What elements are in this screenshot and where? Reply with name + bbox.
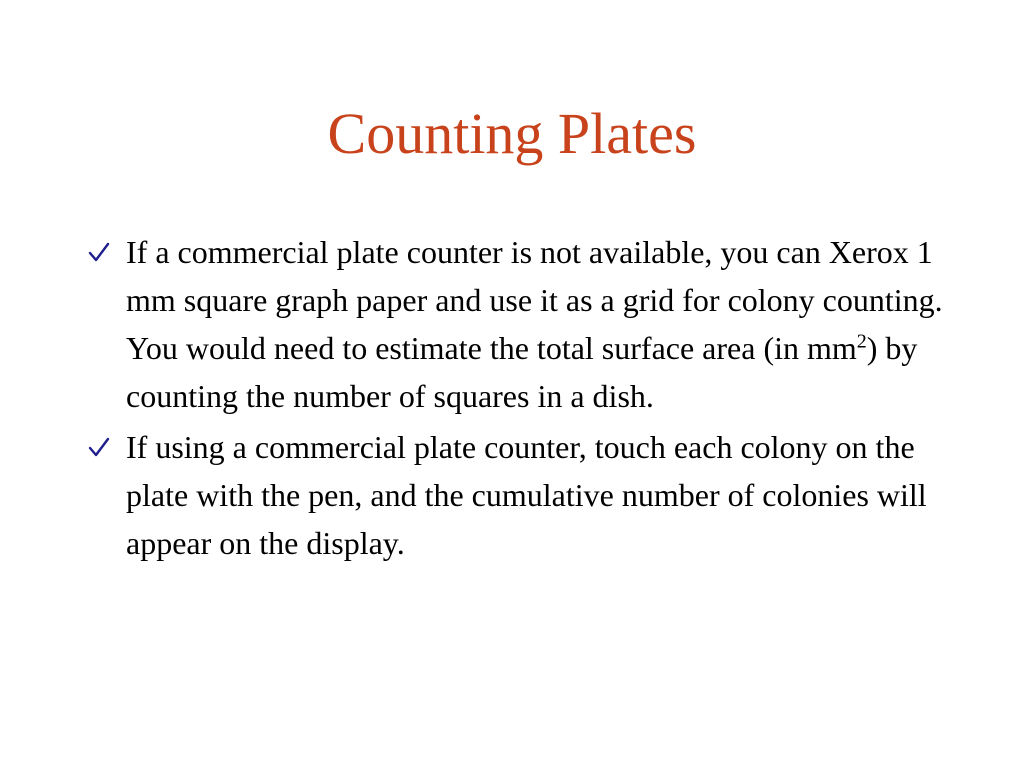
slide-title: Counting Plates: [327, 101, 697, 166]
check-icon: [88, 423, 120, 471]
bullet-text-part: If a commercial plate counter is not available, you can Xerox 1 mm square graph paper and use it as a grid for colony counting. You would need to estimate the total surface area (in mm: [126, 234, 943, 366]
bullet-list: [88, 228, 948, 570]
bullet-text: If using a commercial plate counter, touch each colony on the plate with the pen, and the cumulative number of colonies will appear on the display.: [126, 429, 927, 561]
bullet-text: [126, 234, 943, 414]
superscript: 2: [856, 330, 867, 353]
bullet-text-part: ) by counting the number of squares in a dish.: [126, 330, 918, 414]
bullet-item: [88, 423, 948, 567]
bullet-item: [88, 228, 948, 420]
check-icon: [88, 228, 120, 276]
